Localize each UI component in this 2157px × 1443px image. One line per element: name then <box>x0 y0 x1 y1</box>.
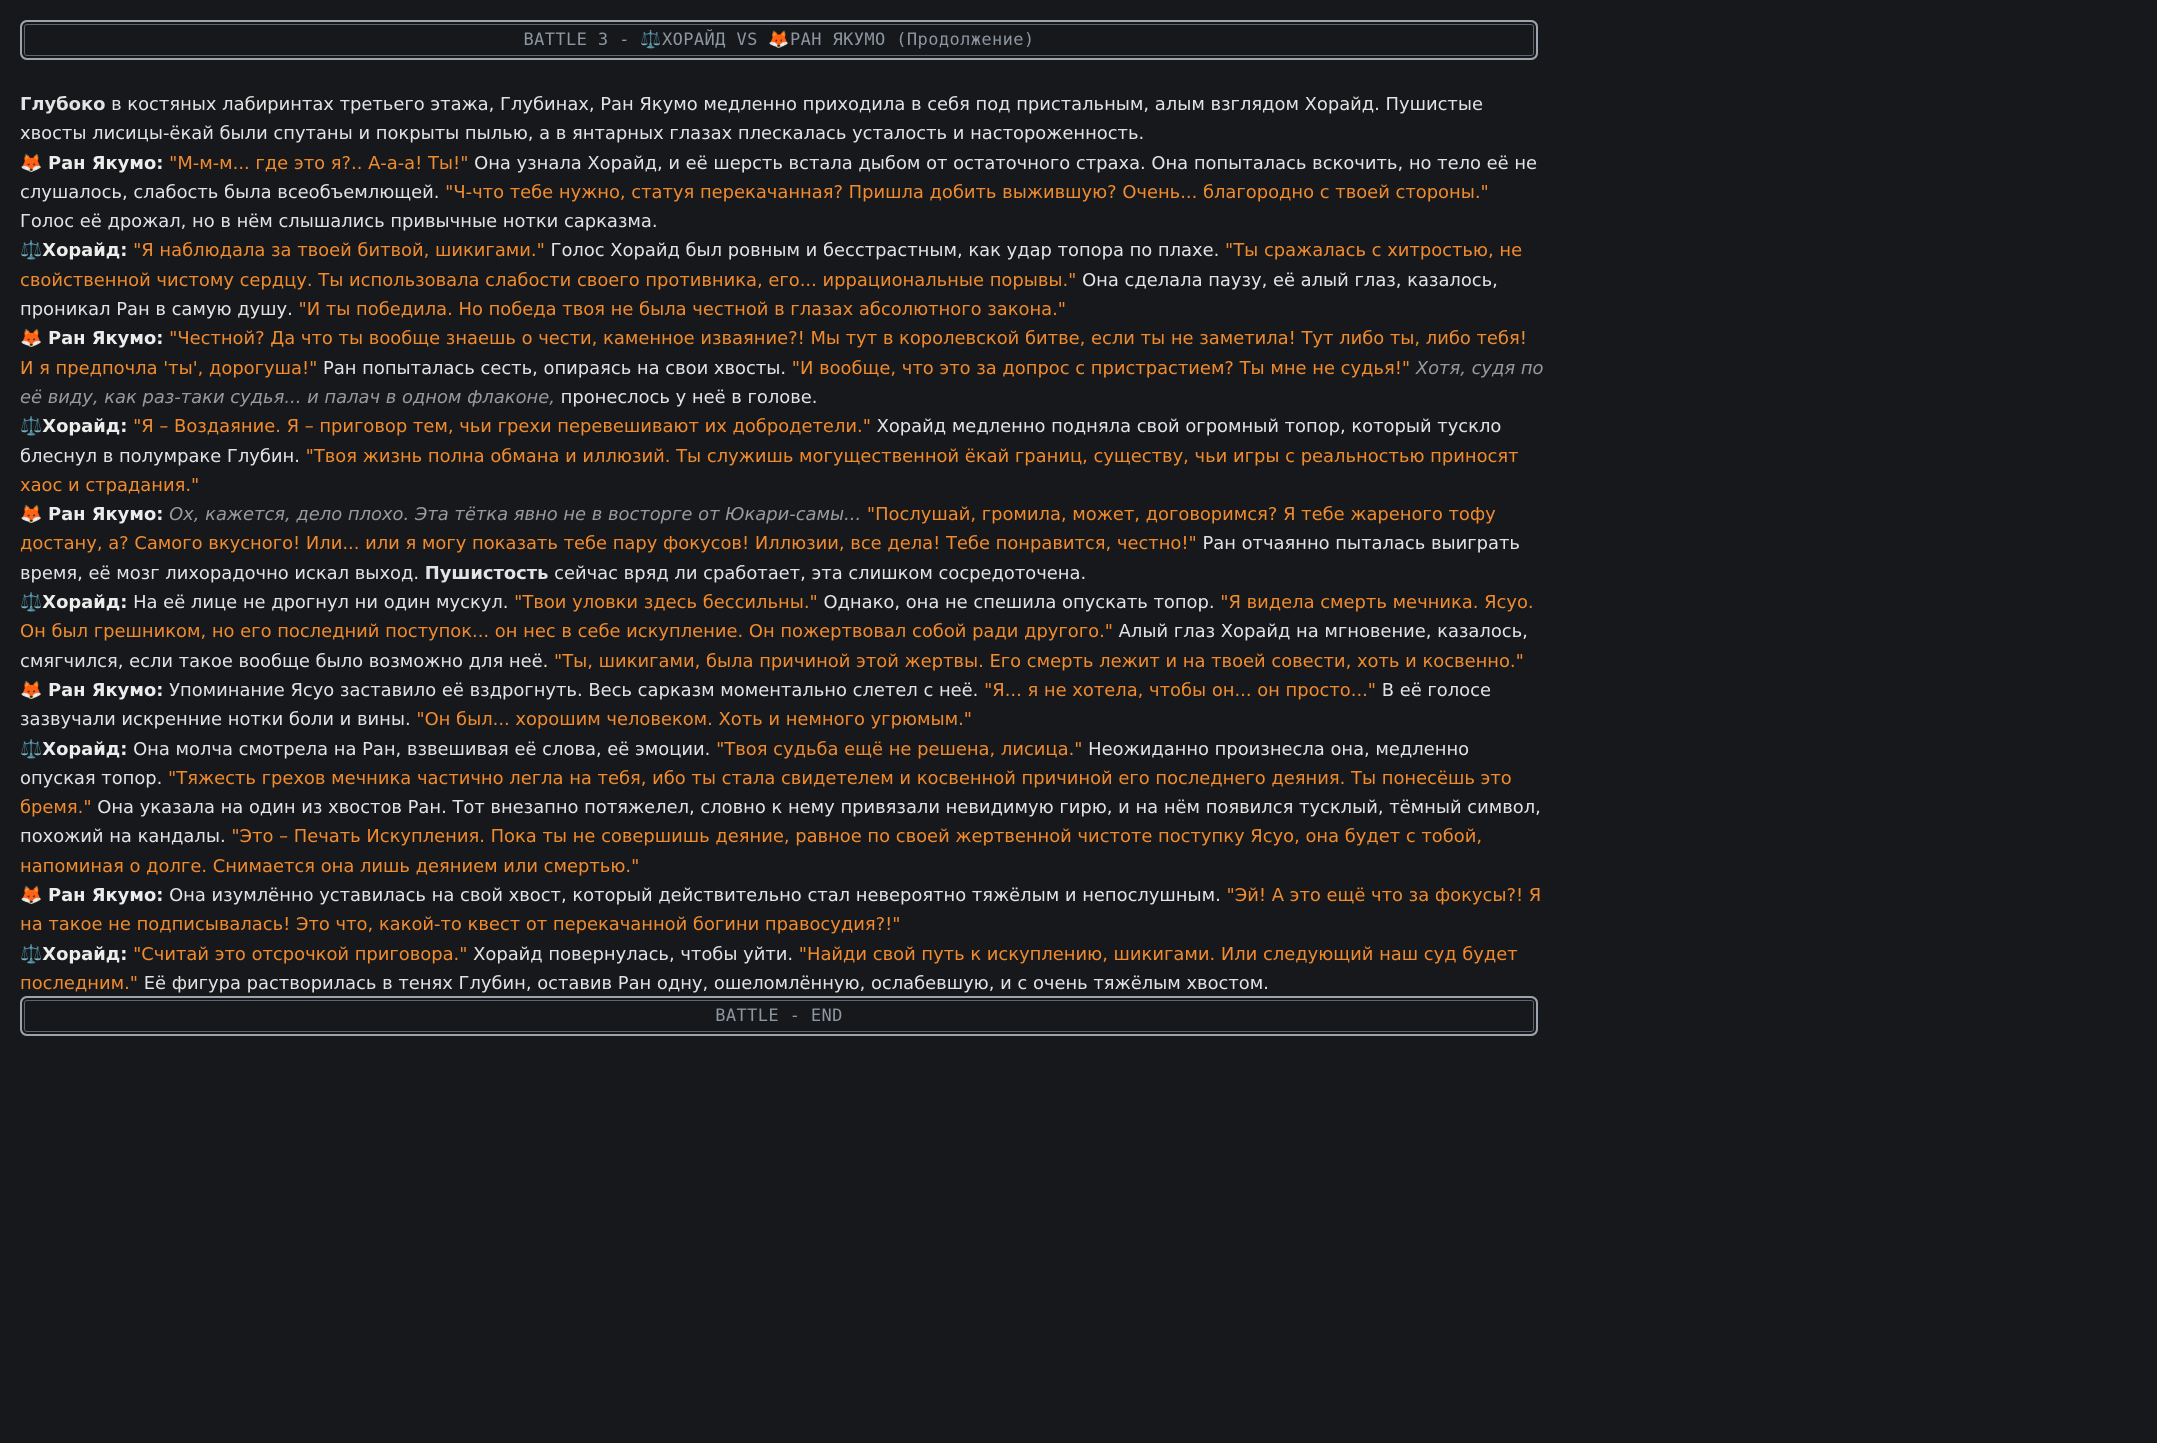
dialogue-line-horaid-4 <box>20 735 1544 881</box>
speech: "Твоя жизнь полна обмана и иллюзий. Ты служишь могущественной ёкай границ, существу, чьи игры с реальностью приносят хаос и страдания." <box>20 445 1519 496</box>
speech: "Ч-что тебе нужно, статуя перекачанная? Пришла добить выжившую? Очень... благородно с твоей стороны." <box>445 181 1489 203</box>
narration: Неожиданно произнесла она, медленно опуская топор. <box>20 738 1470 789</box>
fighter-a-name: ХОРАЙД VS <box>662 30 769 50</box>
dialogue-line-ran-3 <box>20 500 1544 588</box>
fox-icon: 🦊 <box>20 152 43 174</box>
narration: Её фигура растворилась в тенях Глубин, оставив Ран одну, ошеломлённую, ослабевшую, и с очень тяжёлым хвостом. <box>138 972 1269 994</box>
narration: сейчас вряд ли сработает, эта слишком сосредоточена. <box>548 562 1087 584</box>
speech: "Я наблюдала за твоей битвой, шикигами." <box>133 240 545 262</box>
dialogue-line-ran-2 <box>20 324 1544 412</box>
speaker-horaid: Хорайд: <box>42 240 128 262</box>
speaker-horaid: Хорайд: <box>42 592 128 614</box>
narration: Хорайд повернулась, чтобы уйти. <box>467 943 799 965</box>
speech: "И вообще, что это за допрос с пристрастием? Ты мне не судья!" <box>791 357 1411 379</box>
speaker-ran: Ран Якумо: <box>47 504 164 526</box>
dialogue-line-ran-4 <box>20 676 1544 735</box>
scales-icon: ⚖️ <box>20 416 43 438</box>
dialogue-line-ran-1 <box>20 149 1544 237</box>
narration: Она узнала Хорайд, и её шерсть встала дыбом от остаточного страха. Она попыталась вскочить, но тело её не слушалось, слабость была всеобъемлющей. <box>20 152 1538 203</box>
narration: Она изумлённо уставилась на свой хвост, который действительно стал невероятно тяжёлым и непослушным. <box>163 885 1227 907</box>
speaker-ran: Ран Якумо: <box>47 679 164 701</box>
fox-icon: 🦊 <box>768 30 790 50</box>
narration: Она сделала паузу, её алый глаз, казалось, проникал Ран в самую душу. <box>20 269 1498 321</box>
scales-icon: ⚖️ <box>20 738 43 760</box>
intro-text: в костяных лабиринтах третьего этажа, Глубинах, Ран Якумо медленно приходила в себя под пристальным, алым взглядом Хорайд. Пушистые хвосты лисицы-ёкай были спутаны и покрыты пылью, а в янтарных глазах плескалась усталость и настороженность. <box>20 94 1483 145</box>
speech: "Тяжесть грехов мечника частично легла на тебя, ибо ты стала свидетелем и косвенной причиной его последнего деяния. Ты понесёшь это бремя." <box>20 767 1512 819</box>
speech: "И ты победила. Но победа твоя не была честной в глазах абсолютного закона." <box>298 299 1067 321</box>
speech: "М-м-м... где это я?.. А-а-а! Ты!" <box>169 152 469 174</box>
battle-end-banner <box>20 996 1538 1036</box>
speech: "Твои уловки здесь бессильны." <box>514 592 818 614</box>
narration: Голос Хорайд был ровным и бесстрастным, как удар топора по плахе. <box>544 240 1225 262</box>
battle-end-label: BATTLE - END <box>715 1006 843 1026</box>
speech: "Я – Воздаяние. Я – приговор тем, чьи грехи перевешивают их добродетели." <box>133 416 871 438</box>
narration: Однако, она не спешила опускать топор. <box>817 592 1221 614</box>
fighter-b-name: РАН ЯКУМО (Продолжение) <box>789 30 1035 50</box>
dialogue-line-ran-5 <box>20 881 1544 940</box>
speech: "Твоя судьба ещё не решена, лисица." <box>716 738 1083 760</box>
thought: Ох, кажется, дело плохо. Эта тётка явно не в восторге от Юкари-самы... <box>163 504 862 526</box>
narration: пронеслось у неё в голове. <box>554 386 818 408</box>
intro-lead-word: Глубоко <box>20 94 106 115</box>
dialogue-line-horaid-1 <box>20 236 1544 324</box>
speaker-horaid: Хорайд: <box>42 416 128 438</box>
speaker-horaid: Хорайд: <box>42 943 128 965</box>
speaker-ran: Ран Якумо: <box>47 152 164 174</box>
thought: Хотя, судя по её виду, как раз-таки судья... и палач в одном флаконе, <box>20 357 1544 408</box>
speech: "Это – Печать Искупления. Пока ты не совершишь деяние, равное по своей жертвенной чистоте поступку Ясуо, она будет с тобой, напоминая о долге. Снимается она лишь деянием или смертью." <box>20 826 1483 877</box>
speech: "Послушай, громила, может, договоримся? Я тебе жареного тофу достану, а? Самого вкусного! Или... или я могу показать тебе пару фокусов! Иллюзии, все дела! Тебе понравится, честно!" <box>20 504 1496 555</box>
story-intro <box>20 90 1544 149</box>
speech: "Честной? Да что ты вообще знаешь о чести, каменное изваяние?! Мы тут в королевской битве, если ты не заметила! Тут либо ты, либо тебя! И я предпочла 'ты', дорогуша!" <box>20 328 1527 379</box>
speech: "Ты сражалась с хитростью, не свойственной чистому сердцу. Ты использовала слабости своего противника, его... иррациональные порывы." <box>20 240 1523 291</box>
dialogue-line-horaid-3 <box>20 588 1544 676</box>
speech: "Найди свой путь к искуплению, шикигами. Или следующий наш суд будет последним." <box>20 943 1518 994</box>
narration: Упоминание Ясуо заставило её вздрогнуть. Весь сарказм моментально слетел с неё. <box>163 679 985 701</box>
scales-icon: ⚖️ <box>20 943 43 965</box>
narration: Она молча смотрела на Ран, взвешивая её слова, её эмоции. <box>127 738 717 760</box>
speech: "Я... я не хотела, чтобы он... он просто..." <box>984 679 1377 701</box>
speaker-ran: Ран Якумо: <box>47 328 164 350</box>
narration: Ран попыталась сесть, опираясь на свои хвосты. <box>317 357 792 379</box>
fox-icon: 🦊 <box>20 885 43 907</box>
fox-icon: 🦊 <box>20 328 43 350</box>
speech: "Эй! А это ещё что за фокусы?! Я на такое не подписывалась! Это что, какой-то квест от перекачанной богини правосудия?!" <box>20 885 1542 936</box>
speech: "Он был... хорошим человеком. Хоть и немного угрюмым." <box>416 709 973 731</box>
scales-icon: ⚖️ <box>20 240 43 262</box>
narration: На её лице не дрогнул ни один мускул. <box>127 592 515 614</box>
speaker-horaid: Хорайд: <box>42 738 128 760</box>
story-text <box>20 90 1544 998</box>
dialogue-line-horaid-5 <box>20 940 1544 999</box>
narration: Хорайд медленно подняла свой огромный топор, который тускло блеснул в полумраке Глубин. <box>20 416 1502 467</box>
battle-header-banner <box>20 20 1538 60</box>
dialogue-line-horaid-2 <box>20 412 1544 500</box>
fox-icon: 🦊 <box>20 679 43 701</box>
battle-number: BATTLE 3 - <box>523 30 641 50</box>
speaker-ran: Ран Якумо: <box>47 885 164 907</box>
narration: Ран отчаянно пыталась выиграть время, её мозг лихорадочно искал выход. <box>20 533 1520 584</box>
emphasis: Пушистость <box>424 562 549 584</box>
scales-icon: ⚖️ <box>20 592 43 614</box>
scales-icon: ⚖️ <box>640 30 662 50</box>
speech: "Считай это отсрочкой приговора." <box>127 943 468 965</box>
speech: "Ты, шикигами, была причиной этой жертвы. Его смерть лежит и на твоей совести, хоть и косвенно." <box>554 650 1524 672</box>
fox-icon: 🦊 <box>20 504 43 526</box>
speech: "Я видела смерть мечника. Ясуо. Он был грешником, но его последний поступок... он нес в себе искупление. Он пожертвовал собой ради другого." <box>20 592 1534 643</box>
narration: В её голосе зазвучали искренние нотки боли и вины. <box>20 679 1491 731</box>
narration: Голос её дрожал, но в нём слышались привычные нотки сарказма. <box>20 211 658 233</box>
narration: Она указала на один из хвостов Ран. Тот внезапно потяжелел, словно к нему привязали невидимую гирю, и на нём появился тусклый, тёмный символ, похожий на кандалы. <box>20 797 1541 848</box>
narration: Алый глаз Хорайд на мгновение, казалось, смягчился, если такое вообще было возможно для неё. <box>20 621 1528 672</box>
